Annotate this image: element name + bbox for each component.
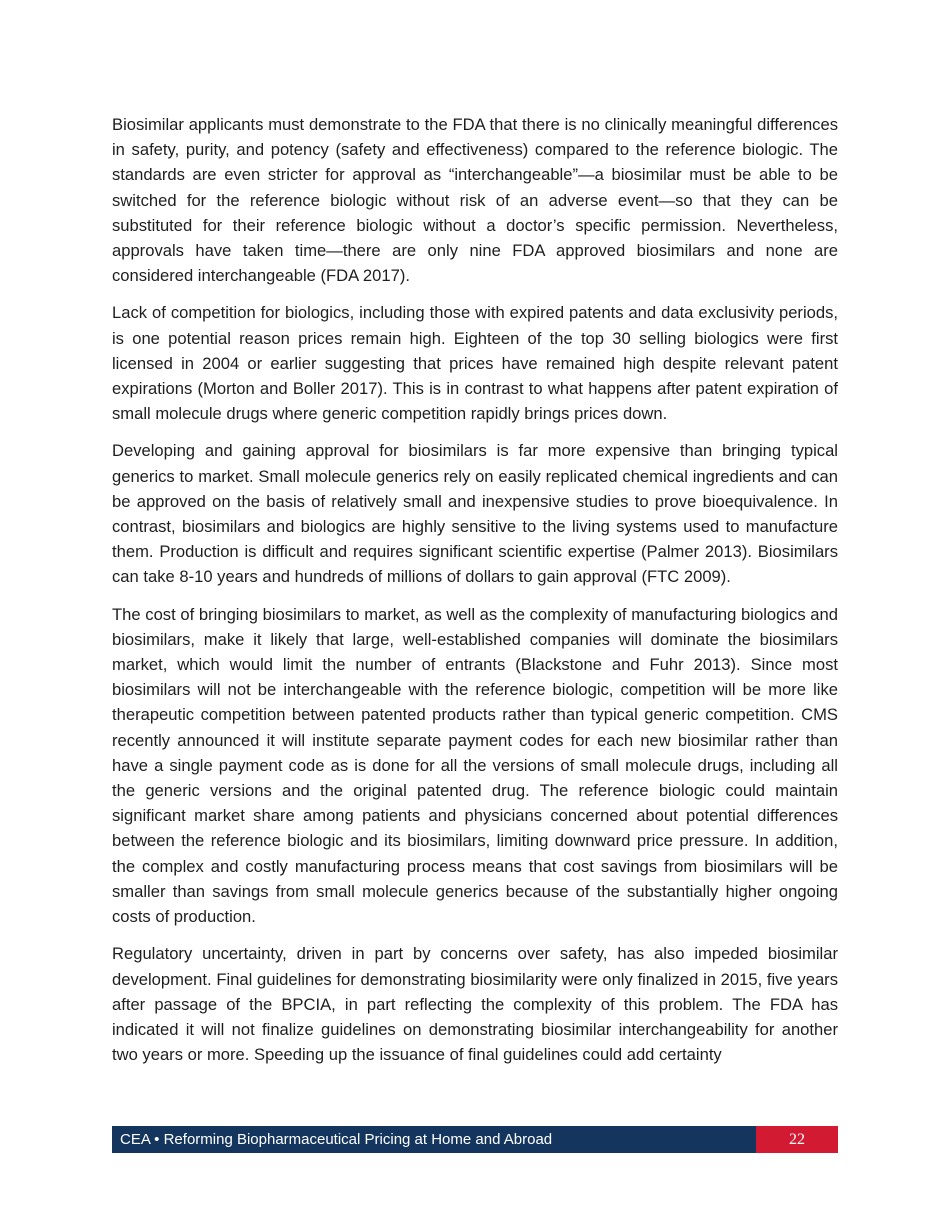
paragraph: Developing and gaining approval for biosimilars is far more expensive than bringing typical generics to market. Small molecule generics rely on easily replicated chemical ingredients and can be approved on the basis of relatively small and inexpensive studies to prove bioequivalence. In contrast, biosimilars and biologics are highly sensitive to the living systems used to manufacture them. Production is difficult and requires significant scientific expertise (Palmer 2013). Biosimilars can take 8-10 years and hundreds of millions of dollars to gain approval (FTC 2009). <box>112 441 838 587</box>
body-text <box>112 112 838 1079</box>
paragraph: Lack of competition for biologics, including those with expired patents and data exclusivity periods, is one potential reason prices remain high. Eighteen of the top 30 selling biologics were first licensed in 2004 or earlier suggesting that prices have remained high despite relevant patent expirations (Morton and Boller 2017). This is in contrast to what happens after patent expiration of small molecule drugs where generic competition rapidly brings prices down. <box>112 303 838 424</box>
paragraph: Regulatory uncertainty, driven in part by concerns over safety, has also impeded biosimilar development. Final guidelines for demonstrating biosimilarity were only finalized in 2015, five years after passage of the BPCIA, in part reflecting the complexity of this problem. The FDA has indicated it will not finalize guidelines on demonstrating biosimilar interchangeability for another two years or more. Speeding up the issuance of final guidelines could add certainty <box>112 944 838 1065</box>
page-number: 22 <box>756 1126 838 1153</box>
footer-title: CEA • Reforming Biopharmaceutical Pricing at Home and Abroad <box>112 1126 756 1153</box>
page-footer <box>112 1126 838 1153</box>
paragraph: The cost of bringing biosimilars to market, as well as the complexity of manufacturing biologics and biosimilars, make it likely that large, well-established companies will dominate the biosimilars market, which would limit the number of entrants (Blackstone and Fuhr 2013). Since most biosimilars will not be interchangeable with the reference biologic, competition will be more like therapeutic competition between patented products rather than typical generic competition. CMS recently announced it will institute separate payment codes for each new biosimilar rather than have a single payment code as is done for all the versions of small molecule drugs, including all the generic versions and the original patented drug. The reference biologic could maintain significant market share among patients and physicians concerned about potential differences between the reference biologic and its biosimilars, limiting downward price pressure. In addition, the complex and costly manufacturing process means that cost savings from biosimilars will be smaller than savings from small molecule generics because of the substantially higher ongoing costs of production. <box>112 604 838 927</box>
paragraph: Biosimilar applicants must demonstrate to the FDA that there is no clinically meaningful differences in safety, purity, and potency (safety and effectiveness) compared to the reference biologic. The standards are even stricter for approval as “interchangeable”—a biosimilar must be able to be switched for the reference biologic without risk of an adverse event—so that they can be substituted for their reference biologic without a doctor’s specific permission. Nevertheless, approvals have taken time—there are only nine FDA approved biosimilars and none are considered interchangeable (FDA 2017). <box>112 115 838 286</box>
